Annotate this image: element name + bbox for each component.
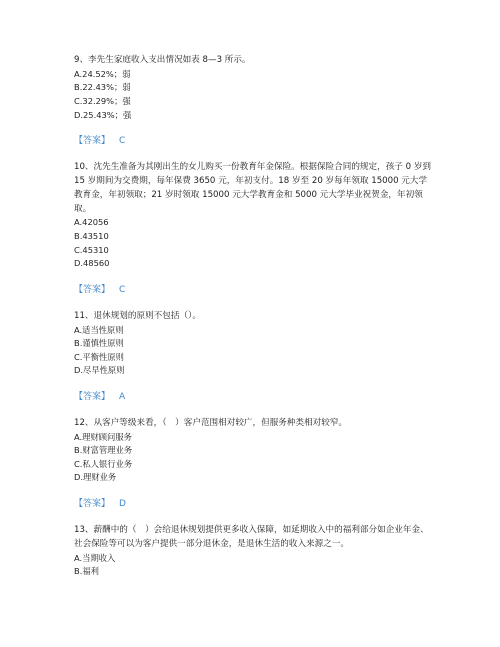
question-text: 11、退休规划的原则不包括（）。 [74,310,201,321]
answer-value: A [119,391,126,402]
question-text: 12、从客户等级来看，（ ）客户范围相对较广，但服务种类相对较窄。 [74,417,348,428]
answer-label: 【答案】 [74,499,111,510]
option-d: D.理财业务 [74,472,117,483]
option-a: A.24.52%；弱 [74,68,131,79]
answer-11 [74,391,434,404]
option-a: A.当期收入 [74,552,116,563]
answer-label: 【答案】 [74,391,111,402]
answer-12 [74,498,434,511]
answer-label: 【答案】 [74,284,111,295]
question-13 [74,524,434,579]
answer-value: C [119,136,126,147]
document-page [74,54,434,579]
option-c: C.私人银行业务 [74,458,133,469]
option-c: C.32.29%；强 [74,95,131,106]
option-a: A.理财顾问服务 [74,431,132,442]
answer-value: D [119,499,126,510]
option-b: B.财富管理业务 [74,445,133,456]
option-c: C.45310 [74,244,109,255]
question-9 [74,54,434,122]
option-b: B.福利 [74,566,99,577]
question-text: 9、李先生家庭收入支出情况如表 8—3 所示。 [74,55,251,65]
answer-10 [74,284,434,297]
option-c: C.平衡性原则 [74,351,124,362]
option-a: A.适当性原则 [74,324,124,335]
option-d: D.48560 [74,258,110,269]
question-text: 13、薪酬中的（ ）会给退休规划提供更多收入保障，如延期收入中的福利部分如企业年金、社会保险等可以为客户提供一部分退休金，是退休生活的收入来源之一。 [74,525,429,549]
option-a: A.42056 [74,217,109,228]
option-b: B.22.43%；弱 [74,82,131,93]
question-11 [74,310,434,378]
question-12 [74,417,434,485]
answer-9 [74,135,434,148]
option-b: B.谨慎性原则 [74,338,124,349]
option-d: D.25.43%；强 [74,109,132,120]
answer-value: C [119,284,126,295]
question-10 [74,161,434,271]
question-text: 10、沈先生准备为其刚出生的女儿购买一份教育年金保险。根据保险合同的规定，孩子 0 岁到 15 岁期间为交费期，每年保费 3650 元，年初支付。18 岁至 20 岁每年领取 15000 元大学教育金，年初领取；21 岁时领取 15000 元大学教育金和 5000 元大学毕业祝贺金，年初领取。 [74,162,432,214]
answer-label: 【答案】 [74,136,111,147]
option-b: B.43510 [74,230,109,241]
option-d: D.尽早性原则 [74,365,125,376]
